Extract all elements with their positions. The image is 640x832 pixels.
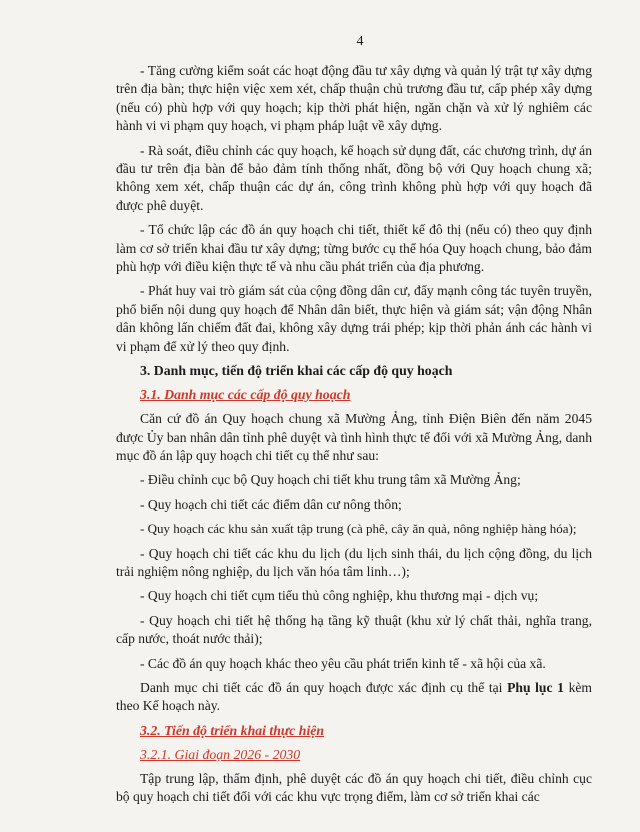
- section-3-1-heading: [140, 386, 592, 404]
- section-3-2-1-heading: [140, 746, 592, 764]
- appendix-bold-label: Phụ lục 1: [507, 679, 564, 695]
- paragraph-review-adjust: - Rà soát, điều chỉnh các quy hoạch, kế hoạch sử dụng đất, các chương trình, dự án đầu tư trên địa bàn để bảo đảm tính thống nhất, đồng bộ với Quy hoạch chung xã; không xem xét, chấp thuận các dự án, công trình không phù hợp với quy hoạch đã được phê duyệt.: [116, 142, 592, 213]
- section-3-2-heading: [140, 722, 592, 740]
- section-3-1-intro: Căn cứ đồ án Quy hoạch chung xã Mường Ảng, tỉnh Điện Biên đến năm 2045 được Ủy ban nhân dân tỉnh phê duyệt và tình hình thực tế đối với xã Mường Ảng, danh mục đồ án lập quy hoạch chi tiết cụ thể như sau:: [116, 411, 592, 463]
- list-item: - Các đồ án quy hoạch khác theo yêu cầu phát triển kinh tế - xã hội của xã.: [140, 655, 546, 671]
- paragraph-community-supervision: - Phát huy vai trò giám sát của cộng đồng dân cư, đẩy mạnh công tác tuyên truyền, phổ biến nội dung quy hoạch để Nhân dân biết, thực hiện và giám sát; vận động Nhân dân không lấn chiếm đất đai, không xây dựng trái phép; kịp thời phản ánh các hành vi vi phạm để xử lý theo quy định.: [116, 283, 592, 354]
- paragraph-construction-control: - Tăng cường kiểm soát các hoạt động đầu tư xây dựng và quản lý trật tự xây dựng trên địa bàn; thực hiện việc xem xét, chấp thuận chủ trương đầu tư, cấp phép xây dựng (nếu có) phù hợp với quy hoạch; kịp thời phát hiện, ngăn chặn và xử lý nghiêm các hành vi vi phạm quy hoạch, vi phạm pháp luật về xây dựng.: [116, 63, 592, 134]
- appendix-text-before: Danh mục chi tiết các đồ án quy hoạch được xác định cụ thể tại: [140, 679, 508, 695]
- appendix-reference: [116, 679, 592, 716]
- section-3-2-1-heading-text: 3.2.1. Giai đoạn 2026 - 2030: [140, 746, 301, 762]
- list-item: - Quy hoạch các khu sản xuất tập trung (cà phê, cây ăn quả, nông nghiệp hàng hóa);: [140, 521, 577, 537]
- page-number: 4: [356, 34, 364, 49]
- list-item: - Quy hoạch chi tiết cụm tiểu thủ công nghiệp, khu thương mại - dịch vụ;: [140, 588, 539, 604]
- section-3-heading: 3. Danh mục, tiến độ triển khai các cấp độ quy hoạch: [140, 363, 453, 379]
- section-3-1-heading-text: 3.1. Danh mục các cấp độ quy hoạch: [140, 387, 351, 403]
- list-item: - Quy hoạch chi tiết các điểm dân cư nông thôn;: [140, 496, 402, 512]
- appendix-text-after: kèm theo Kế hoạch này.: [116, 679, 592, 714]
- list-item: - Quy hoạch chi tiết các khu du lịch (du lịch sinh thái, du lịch cộng đồng, du lịch trải nghiệm nông nghiệp, du lịch văn hóa tâm linh…);: [116, 545, 592, 579]
- paragraph-detailed-planning: - Tổ chức lập các đồ án quy hoạch chi tiết, thiết kế đô thị (nếu có) theo quy định làm cơ sở triển khai đầu tư xây dựng; từng bước cụ thể hóa Quy hoạch chung, bảo đảm phù hợp với điều kiện thực tế và nhu cầu phát triển của địa phương.: [116, 222, 592, 275]
- section-3-2-1-text: Tập trung lập, thẩm định, phê duyệt các đồ án quy hoạch chi tiết, điều chỉnh cục bộ quy hoạch chi tiết đối với các khu vực trọng điểm, làm cơ sở triển khai các: [116, 770, 592, 805]
- list-item: - Quy hoạch chi tiết hệ thống hạ tầng kỹ thuật (khu xử lý chất thải, nghĩa trang, cấp nước, thoát nước thải);: [116, 612, 592, 647]
- section-3-2-heading-text: 3.2. Tiến độ triển khai thực hiện: [140, 722, 325, 738]
- list-item: - Điều chỉnh cục bộ Quy hoạch chi tiết khu trung tâm xã Mường Ảng;: [140, 472, 521, 488]
